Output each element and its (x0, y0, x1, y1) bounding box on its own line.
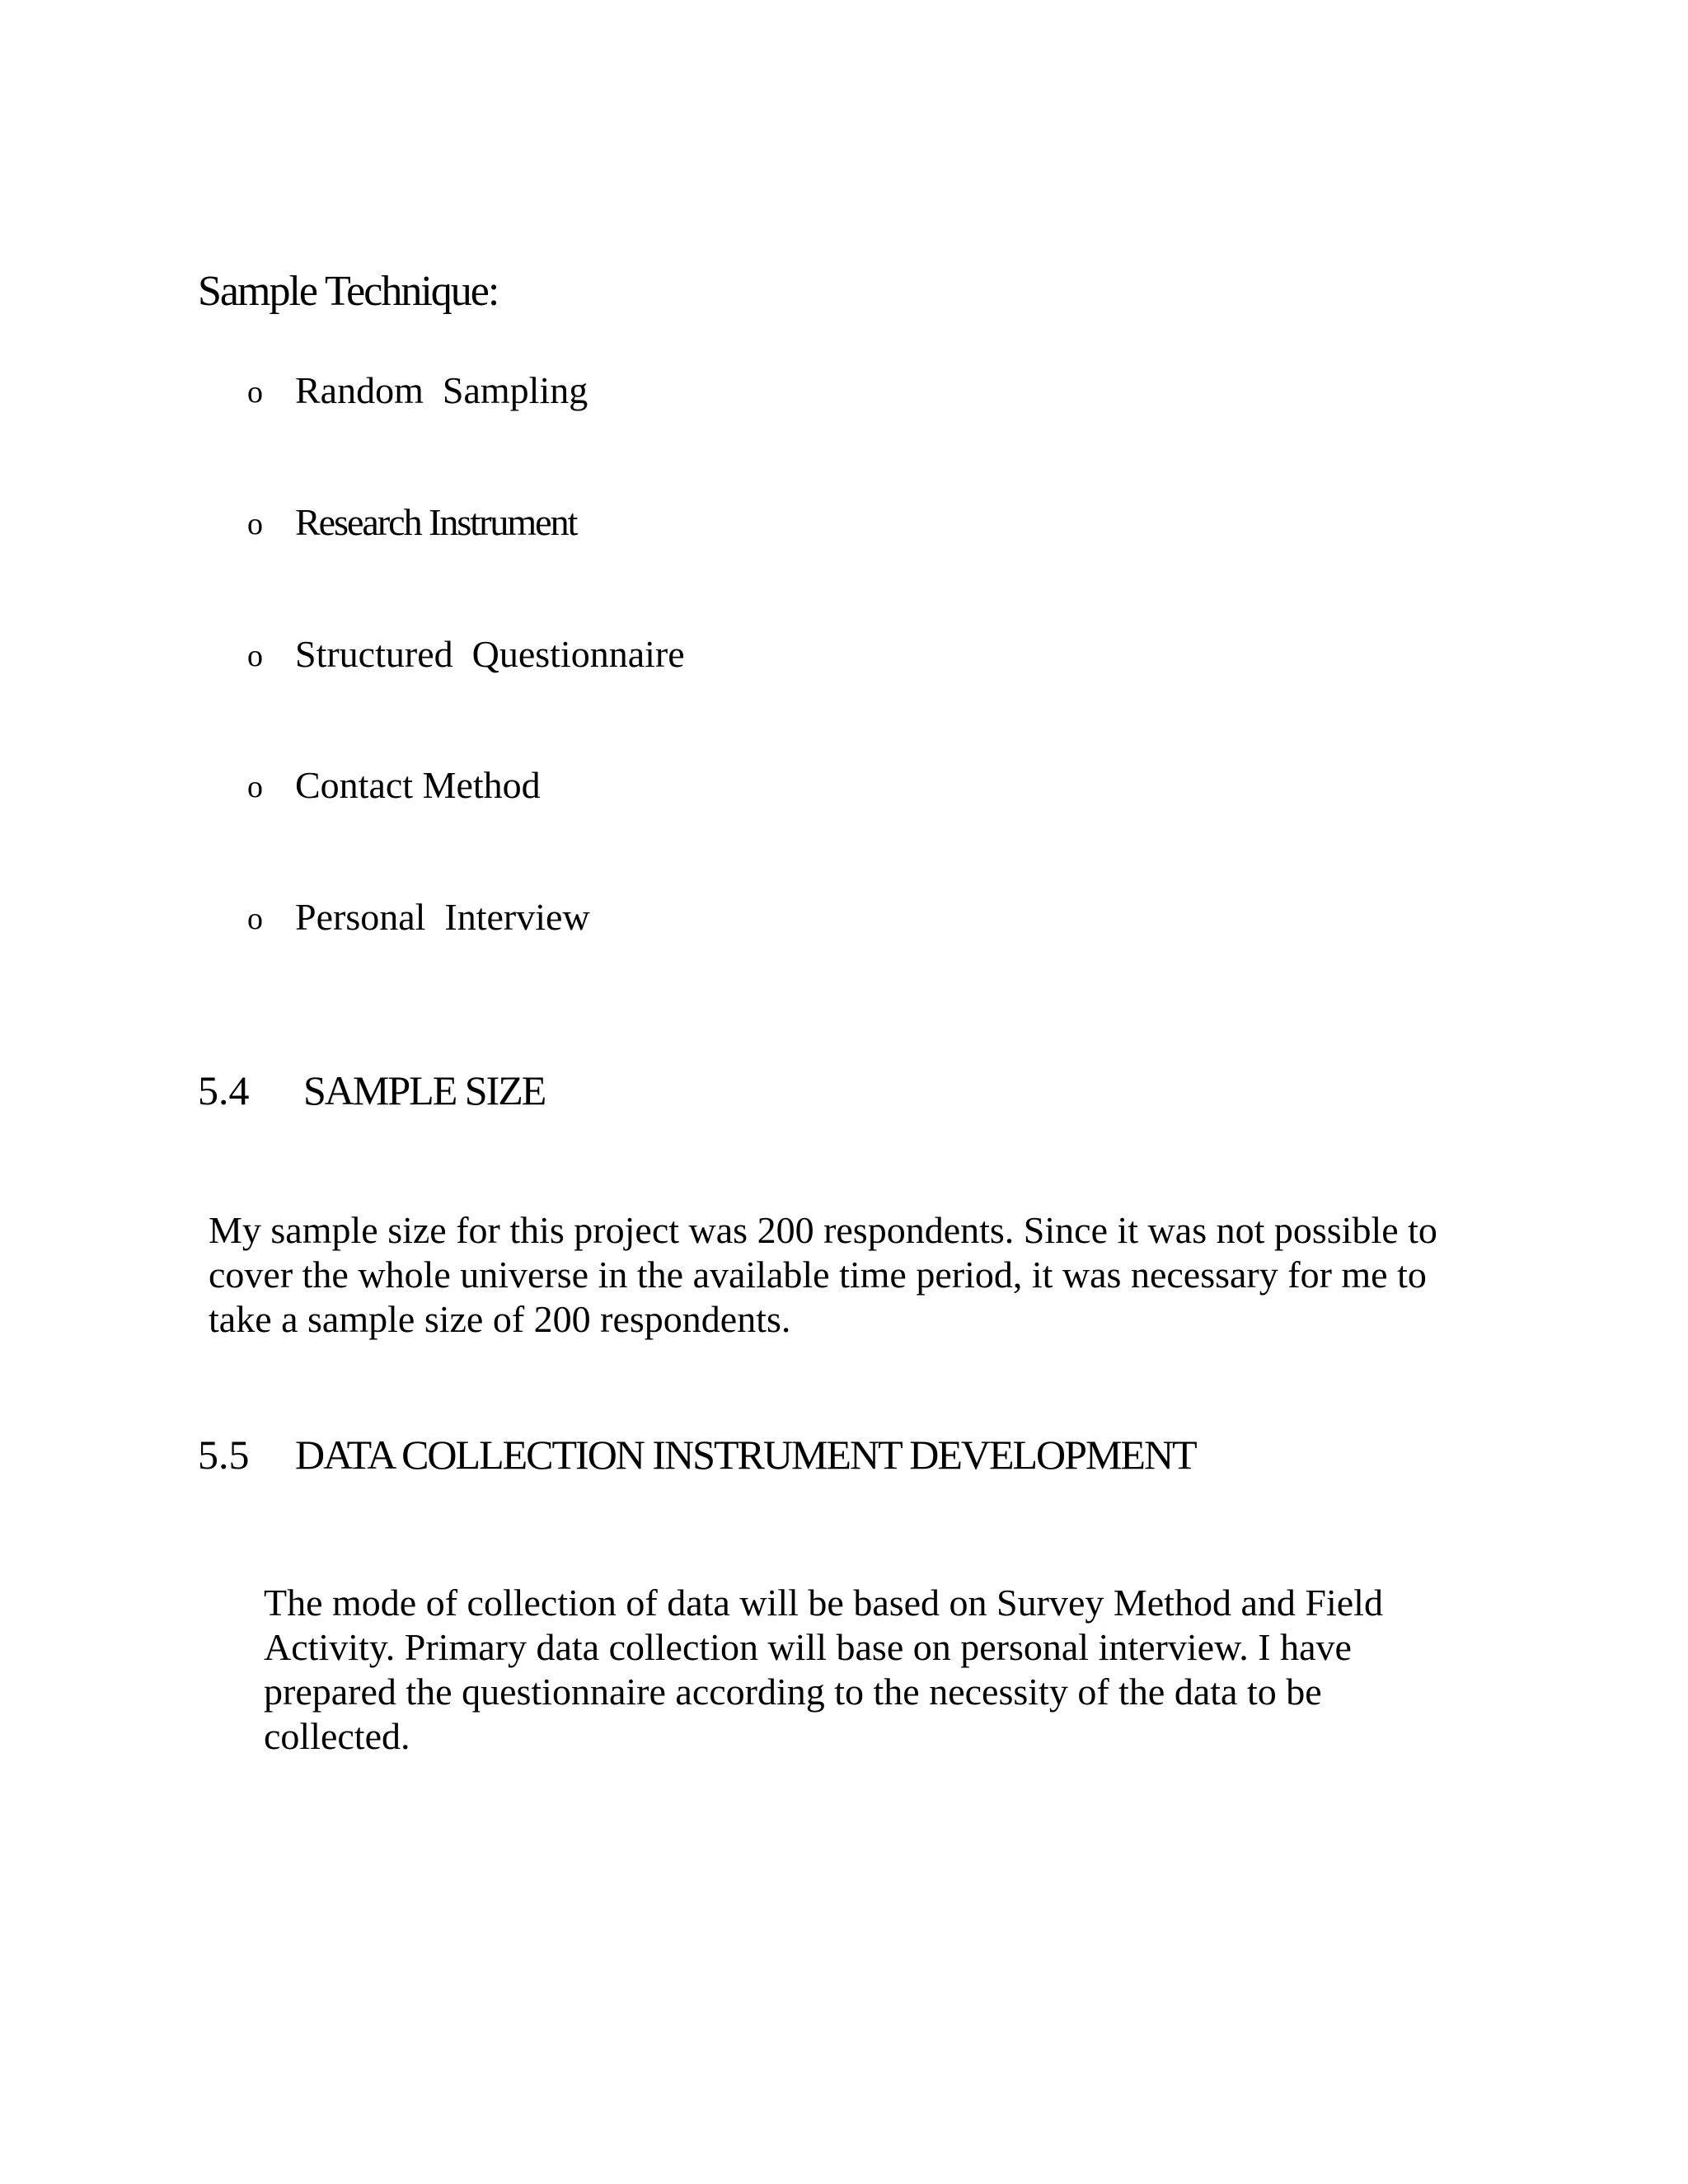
list-item-label: Random Sampling (295, 369, 588, 411)
paragraph-line: take a sample size of 200 respondents. (209, 1298, 791, 1340)
list-item-label: Structured Questionnaire (295, 633, 685, 675)
section-number: 5.4 (198, 1067, 250, 1113)
bullet-circle-icon: o (247, 507, 263, 541)
paragraph-line: My sample size for this project was 200 respondents. Since it was not possible to (209, 1209, 1437, 1251)
paragraph-line: prepared the questionnaire according to the necessity of the data to be (264, 1671, 1322, 1713)
paragraph-line: collected. (264, 1715, 410, 1757)
paragraph-line: Activity. Primary data collection will base on personal interview. I have (264, 1626, 1352, 1668)
section-title: SAMPLE SIZE (303, 1067, 546, 1113)
section-paragraph (209, 1208, 1437, 1342)
section-paragraph (264, 1581, 1383, 1759)
list-item-label: Research Instrument (295, 501, 577, 543)
section-title: DATA COLLECTION INSTRUMENT DEVELOPMENT (295, 1432, 1196, 1478)
section-number: 5.5 (198, 1432, 250, 1478)
list-item-label: Contact Method (295, 764, 541, 806)
bullet-circle-icon: o (247, 375, 263, 410)
sample-technique-heading: Sample Technique: (198, 268, 499, 315)
bullet-circle-icon: o (247, 639, 263, 673)
bullet-circle-icon: o (247, 902, 263, 936)
paragraph-line: The mode of collection of data will be based on Survey Method and Field (264, 1582, 1383, 1624)
list-item-label: Personal Interview (295, 896, 590, 938)
bullet-circle-icon: o (247, 770, 263, 804)
paragraph-line: cover the whole universe in the available time period, it was necessary for me to (209, 1254, 1427, 1296)
